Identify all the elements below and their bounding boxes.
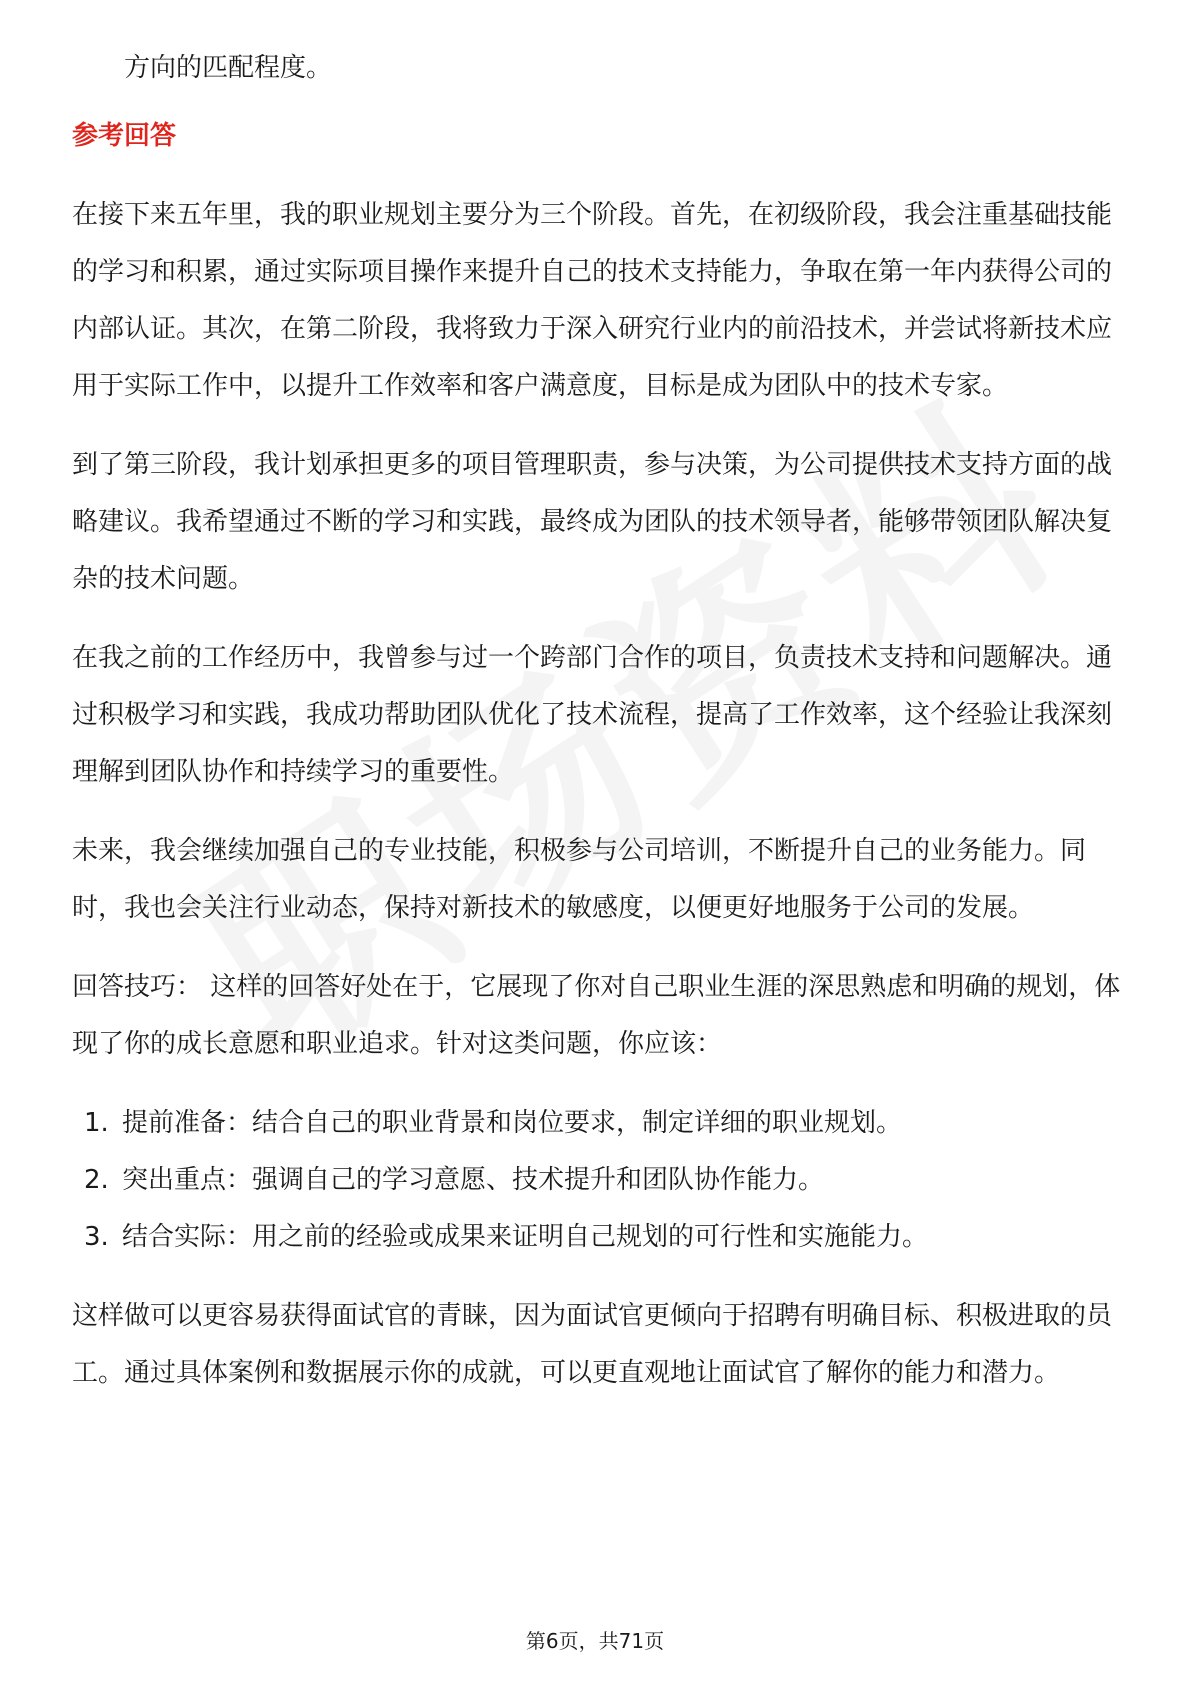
list-item: [72, 1152, 1122, 1209]
continuation-text: 方向的匹配程度。: [124, 53, 333, 83]
list-number: 1.: [84, 1108, 109, 1138]
section-title: 参考回答: [72, 121, 177, 151]
paragraph-4: 未来，我会继续加强自己的专业技能，积极参与公司培训，不断提升自己的业务能力。同时，我也会关注行业动态，保持对新技术的敏感度，以便更好地服务于公司的发展。: [72, 836, 1087, 923]
tips-list: [72, 1095, 1122, 1266]
paragraph-1: 在接下来五年里，我的职业规划主要分为三个阶段。首先，在初级阶段，我会注重基础技能的学习和积累，通过实际项目操作来提升自己的技术支持能力，争取在第一年内获得公司的内部认证。其次，在第二阶段，我将致力于深入研究行业内的前沿技术，并尝试将新技术应用于实际工作中，以提升工作效率和客户满意度，目标是成为团队中的技术专家。: [72, 200, 1113, 401]
list-text: 突出重点：强调自己的学习意愿、技术提升和团队协作能力。: [122, 1165, 825, 1195]
paragraph-3: 在我之前的工作经历中，我曾参与过一个跨部门合作的项目，负责技术支持和问题解决。通过积极学习和实践，我成功帮助团队优化了技术流程，提高了工作效率，这个经验让我深刻理解到团队协作和持续学习的重要性。: [72, 643, 1113, 787]
page-content: [72, 40, 1122, 1424]
list-text: 提前准备：结合自己的职业背景和岗位要求，制定详细的职业规划。: [122, 1108, 903, 1138]
answer-tips-intro: 回答技巧： 这样的回答好处在于，它展现了你对自己职业生涯的深思熟虑和明确的规划，体现了你的成长意愿和职业追求。针对这类问题，你应该：: [72, 972, 1121, 1059]
list-item: [72, 1209, 1122, 1266]
list-item: [72, 1095, 1122, 1152]
paragraph-2: 到了第三阶段，我计划承担更多的项目管理职责，参与决策，为公司提供技术支持方面的战略建议。我希望通过不断的学习和实践，最终成为团队的技术领导者，能够带领团队解决复杂的技术问题。: [72, 450, 1113, 594]
list-number: 3.: [84, 1222, 109, 1252]
list-number: 2.: [84, 1165, 109, 1195]
list-text: 结合实际：用之前的经验或成果来证明自己规划的可行性和实施能力。: [122, 1222, 929, 1252]
page-footer: 第6页，共71页: [525, 1629, 665, 1653]
closing-paragraph: 这样做可以更容易获得面试官的青睐，因为面试官更倾向于招聘有明确目标、积极进取的员工。通过具体案例和数据展示你的成就，可以更直观地让面试官了解你的能力和潜力。: [72, 1301, 1113, 1388]
